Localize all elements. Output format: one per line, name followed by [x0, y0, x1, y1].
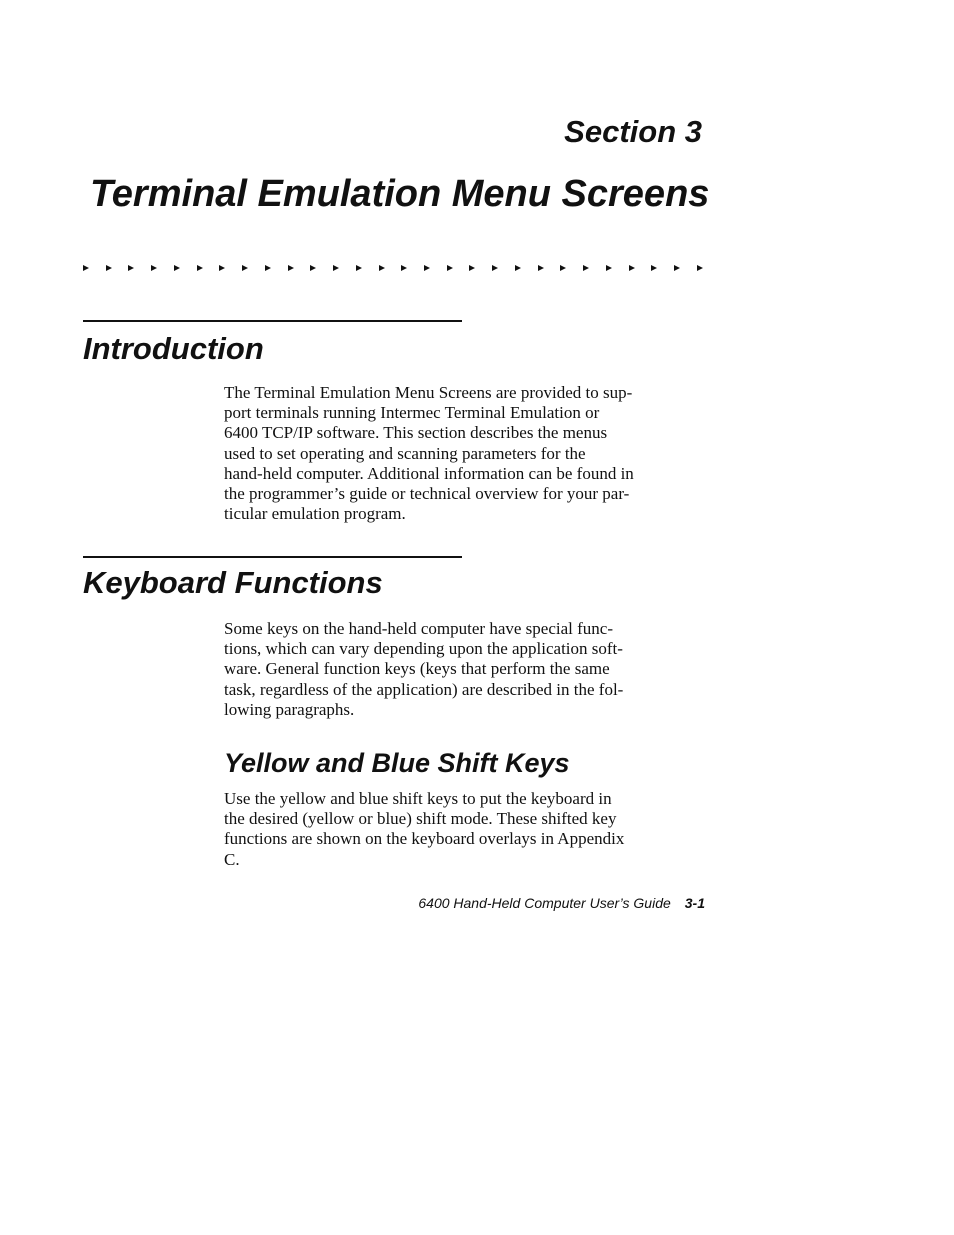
paragraph-line: task, regardless of the application) are described in the fol-	[224, 679, 624, 699]
arrow-icon	[583, 265, 589, 271]
arrow-icon	[492, 265, 498, 271]
paragraph-line: The Terminal Emulation Menu Screens are provided to sup-	[224, 383, 633, 402]
arrow-icon	[265, 265, 271, 271]
arrow-icon	[288, 265, 294, 271]
arrow-icon	[401, 265, 407, 271]
arrow-icon	[515, 265, 521, 271]
arrow-icon	[151, 265, 157, 271]
section-label: Section 3	[564, 114, 702, 149]
paragraph-line: lowing paragraphs.	[224, 699, 355, 719]
paragraph-line: ticular emulation program.	[224, 504, 406, 524]
page-number: 3-1	[684, 895, 705, 911]
paragraph-line: tions, which can vary depending upon the application soft-	[224, 639, 623, 659]
section-rule	[83, 320, 462, 322]
arrow-icon	[447, 265, 453, 271]
arrow-icon	[651, 265, 657, 271]
paragraph-line: ware. General function keys (keys that perform the same	[224, 659, 610, 679]
arrow-icon	[174, 265, 180, 271]
arrow-icon	[197, 265, 203, 271]
arrow-icon	[538, 265, 544, 271]
arrow-icon	[219, 265, 225, 271]
page-title: Terminal Emulation Menu Screens	[90, 173, 710, 215]
arrow-icon	[83, 265, 89, 271]
arrow-icon	[356, 265, 362, 271]
paragraph-line: functions are shown on the keyboard overlays in Appendix	[224, 829, 625, 849]
arrow-icon	[674, 265, 680, 271]
paragraph-line: 6400 TCP/IP software. This section describes the menus	[224, 423, 608, 443]
arrow-icon	[697, 265, 703, 271]
page-footer	[0, 894, 705, 912]
introduction-heading: Introduction	[83, 331, 264, 366]
paragraph-line: the programmer’s guide or technical overview for your par-	[224, 484, 630, 504]
footer-guide-title: 6400 Hand-Held Computer User’s Guide	[418, 895, 671, 911]
paragraph-line: port terminals running Intermec Terminal Emulation or	[224, 403, 600, 423]
arrow-divider	[83, 260, 703, 276]
arrow-icon	[333, 265, 339, 271]
arrow-icon	[310, 265, 316, 271]
arrow-icon	[560, 265, 566, 271]
arrow-icon	[606, 265, 612, 271]
shift-keys-paragraph	[224, 789, 714, 870]
keyboard-functions-heading: Keyboard Functions	[83, 565, 383, 600]
paragraph-line: Use the yellow and blue shift keys to put the keyboard in	[224, 789, 612, 808]
paragraph-line: Some keys on the hand-held computer have special func-	[224, 619, 613, 638]
paragraph-line: used to set operating and scanning parameters for the	[224, 443, 586, 463]
arrow-icon	[629, 265, 635, 271]
arrow-icon	[469, 265, 475, 271]
paragraph-line: the desired (yellow or blue) shift mode. These shifted key	[224, 809, 617, 829]
section-rule	[83, 556, 462, 558]
arrow-icon	[106, 265, 112, 271]
arrow-icon	[379, 265, 385, 271]
paragraph-line: C.	[224, 849, 240, 869]
paragraph-line: hand-held computer. Additional information can be found in	[224, 463, 634, 483]
keyboard-functions-paragraph	[224, 619, 714, 720]
arrow-icon	[128, 265, 134, 271]
introduction-paragraph	[224, 383, 714, 524]
shift-keys-heading: Yellow and Blue Shift Keys	[224, 748, 570, 778]
arrow-icon	[424, 265, 430, 271]
arrow-icon	[242, 265, 248, 271]
